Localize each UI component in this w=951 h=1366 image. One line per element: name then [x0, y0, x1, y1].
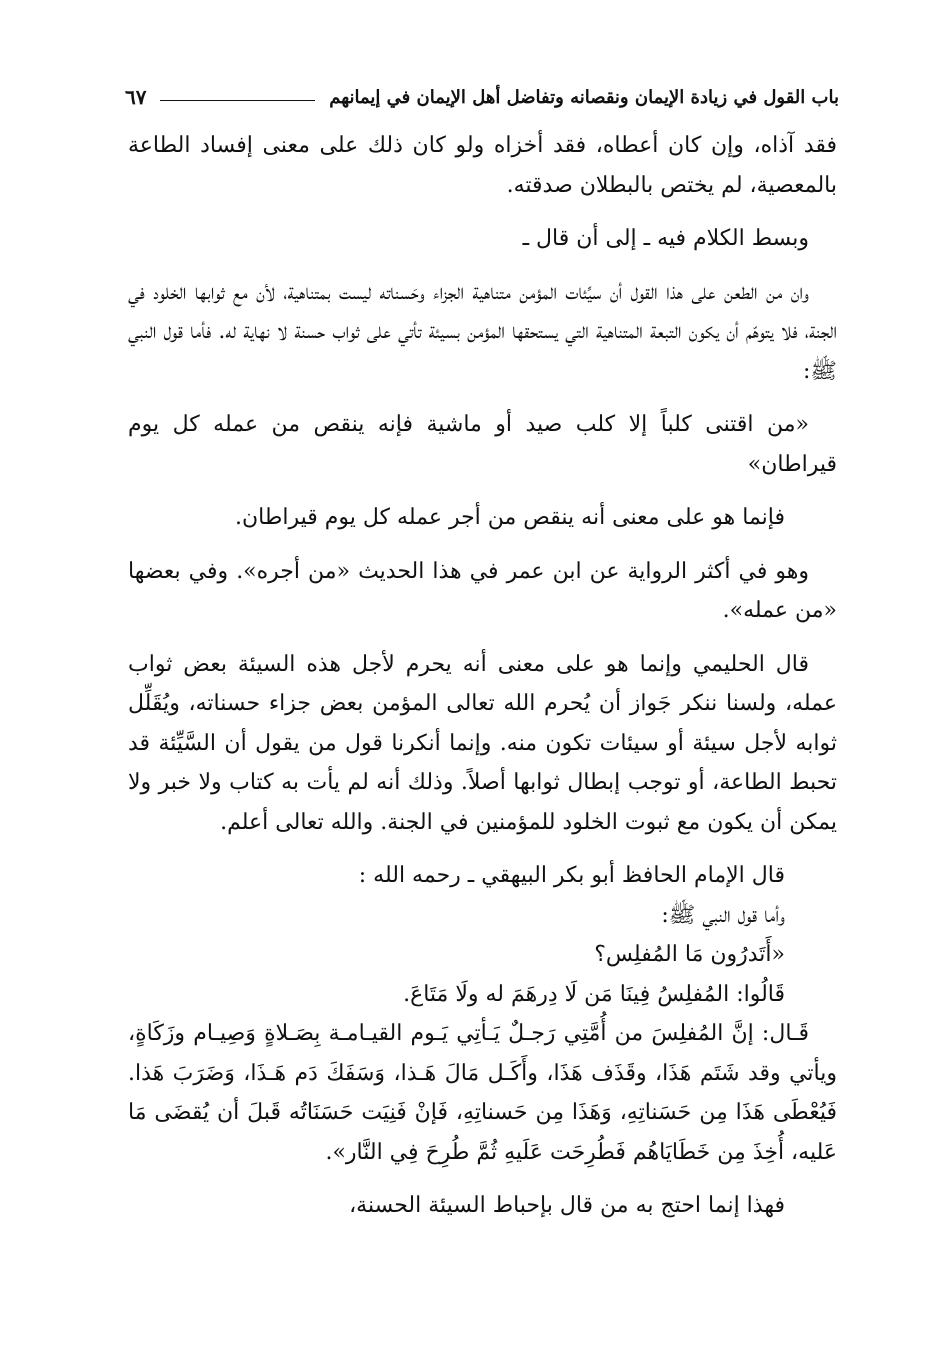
- paragraph-conclusion: فهذا إنما احتج به من قال بإحباط السيئة الحسنة،: [349, 1193, 785, 1218]
- paragraph-bayhaqi-intro: قال الإمام الحافظ أبو بكر البيهقي ـ رحمه الله :: [358, 863, 785, 888]
- page-number: ٦٧: [125, 85, 147, 109]
- paragraph-transition: وبسط الكلام فيه ـ إلى أن قال ـ: [522, 226, 809, 251]
- hadith-quote-dog: «من اقتنى كلباً إلا كلب صيد أو ماشية فإنه ينقص من عمله كل يوم قيراطان»: [128, 412, 837, 477]
- hadith-answer: قَالُوا: المُفلِسُ فِينَا مَن لَا دِرهَمَ له ولَا مَتَاعَ.: [403, 981, 785, 1007]
- hadith-question: «أَتَدرُون مَا المُفلِس؟: [594, 942, 785, 967]
- page-body: [128, 126, 837, 1226]
- paragraph-continuation: فقد آذاه، وإن كان أعطاه، فقد أخزاه ولو كان ذلك على معنى إفساد الطاعة بالمعصية، لم يختص بالبطلان صدقته.: [128, 133, 837, 198]
- paragraph-halimi: قال الحليمي وإنما هو على معنى أنه يحرم لأجل هذه السيئة بعض ثواب عمله، ولسنا ننكر جَواز أن يُحرم الله تعالى المؤمن بعض جزاء حسناته، ويُقَلِّل ثوابه لأجل سيئة أو سيئات تكون منه. وإنما أنكرنا قول من يقول أن السَّيِّئة قد تحبط الطاعة، أو توجب إبطال ثوابها أصلاً. وذلك أنه لم يأت به كتاب ولا خبر ولا يمكن أن يكون مع ثبوت الخلود للمؤمنين في الجنة. والله تعالى أعلم.: [128, 651, 837, 835]
- running-title: باب القول في زيادة الإيمان ونقصانه وتفاضل أهل الإيمان في إيمانهم: [329, 86, 839, 108]
- paragraph-narration-note: وهو في أكثر الرواية عن ابن عمر في هذا الحديث «من أجره». وفي بعضها «من عمله».: [128, 558, 837, 623]
- paragraph-objection: وان من الطعن على هذا القول أن سيِّئات المؤمن متناهية الجزاء وحَسناته ليست بمتناهية، لأن مع ثوابها الخلود في الجنة، فلا يتوهّم أن يكون التبعة المتناهية التي يستحقها المؤمن بسيئة تأتي على ثواب حسنة لا نهاية له. فأما قول النبي ﷺ:: [128, 279, 837, 384]
- header-rule: [160, 100, 315, 101]
- paragraph-prophet-saying: وأما قول النبي ﷺ:: [661, 902, 785, 928]
- page-header: [125, 82, 839, 112]
- hadith-muflis: قَـال: إنَّ المُفلِسَ من أُمَّتِي رَجـلٌ يَـأتِي يَـوم القيـامـة بِصَـلاةٍ وَصِيـام وزَكَاةٍ، ويأتي وقد شَتَم هَذَا، وقَذَف هَذَا، وأَكَـل مَالَ هَـذا، وَسَفَكَ دَم هَـذَا، وَضَرَبَ هَذا. فَيُعْطَى هَذَا مِن حَسَناتِهِ، وَهَذَا مِن حَسناتِهِ، فَإنْ فَنِيَت حَسَنَاتُه قَبلَ أن يُقضَى مَا عَليه، أُخِذَ مِن خَطَايَاهُم فَطُرِحَت عَلَيهِ ثُمَّ طُرِحَ فِي النَّار».: [128, 1021, 837, 1165]
- paragraph-explanation: فإنما هو على معنى أنه ينقص من أجر عمله كل يوم قيراطان.: [235, 505, 785, 530]
